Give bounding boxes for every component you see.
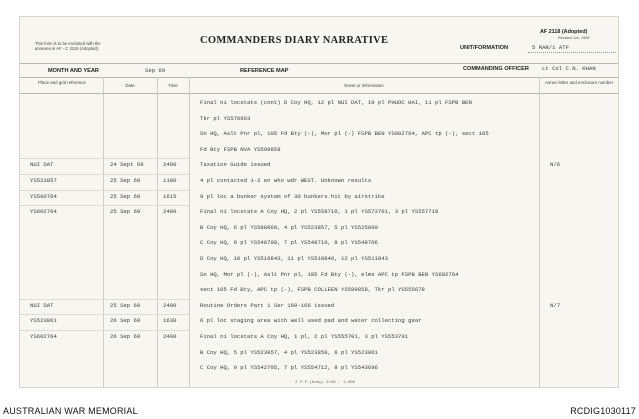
row-rule <box>20 299 189 300</box>
row-event: Fd Bty FSPB NVA YS599858 <box>200 145 281 153</box>
row-place: YS560764 <box>30 192 57 200</box>
col-header-event: Event or information <box>344 83 384 88</box>
archive-footer <box>0 400 639 419</box>
row-date: 26 Sep 69 <box>110 333 141 340</box>
row-event: Taxation Guide issued <box>200 161 271 169</box>
row-date: 25 Sep 69 <box>110 208 141 216</box>
row-time: 1100 <box>163 177 177 184</box>
col-header-annex: Annex letter and enclosure number <box>544 80 614 85</box>
archive-name: AUSTRALIAN WAR MEMORIAL <box>3 406 138 416</box>
month-year-value: Sep 69 <box>145 67 166 74</box>
row-event: 4 pl contacted 1-2 en who wdr WEST. Unknown results <box>200 177 372 184</box>
col-divider-4 <box>539 77 540 388</box>
row-event: C Coy HQ, 9 pl YS548708, 7 pl YS548710, 8 pl YS548706 <box>200 239 378 247</box>
form-number: AF 2118 (Adopted) <box>540 29 588 35</box>
row-rule <box>20 190 189 191</box>
row-place: NUI DAT <box>30 301 54 309</box>
row-time: 1615 <box>163 192 177 200</box>
commanding-officer-value: Lt Col C.N. KHAN <box>542 65 596 72</box>
row-time: 2400 <box>163 161 177 169</box>
page-title: COMMANDERS DIARY NARRATIVE <box>200 35 389 46</box>
col-header-date: Date <box>125 83 135 88</box>
row-event: 9 pl loc a bunker system of 30 bunkers hit by airstrike <box>200 192 385 200</box>
commanding-officer-label: COMMANDING OFFICER <box>463 66 529 72</box>
row-date: 25 Sep 69 <box>110 177 141 184</box>
unit-underline <box>528 52 616 53</box>
reference-map-label: REFERENCE MAP <box>240 68 289 74</box>
row-event: Sn HQ, Mor pl (-), Aslt Pnr pl, 105 Fd Bty (-), elms APC tp FSPB BEN YS602764 <box>200 270 459 278</box>
header-rule-bottom <box>20 93 619 94</box>
row-event: C Coy HQ, 9 pl YS542705, 7 pl YS554712, 8 pl YS543696 <box>200 364 378 372</box>
row-event: sect 105 Fd Bty, APC tp (-), FSPB COLLEEN YS599858, Tkr pl YS555678 <box>200 286 425 294</box>
row-time: 2400 <box>163 208 177 216</box>
row-event: Final ni locstats A Coy HQ, 2 pl YS558710, 1 pl YS573701, 3 pl YS557718 <box>200 208 439 216</box>
row-annex: N/6 <box>550 161 561 169</box>
row-rule <box>20 158 189 159</box>
row-rule <box>20 205 189 206</box>
row-rule <box>20 330 189 331</box>
row-event: Tkr pl YS576663 <box>200 114 251 122</box>
enclosure-note <box>35 41 101 51</box>
header-rule-top <box>20 63 619 64</box>
month-year-label: MONTH AND YEAR <box>48 68 99 74</box>
row-date: 26 Sep 69 <box>110 317 141 325</box>
header-rule-mid <box>20 77 619 78</box>
row-place: YS602764 <box>30 333 57 340</box>
row-annex: N/7 <box>550 301 561 309</box>
row-place: YS523857 <box>30 177 57 184</box>
row-event: B Coy HQ, 5 pl YS523857, 4 pl YS523858, 6 pl YS523861 <box>200 348 378 356</box>
diary-sheet <box>19 16 619 388</box>
unit-formation-value: 5 RAR/1 ATF <box>532 44 569 51</box>
row-time: 2400 <box>163 333 177 340</box>
row-event: D Coy HQ, 10 pl YS516843, 11 pl YS518846, 12 pl YS511843 <box>200 255 388 262</box>
row-place: YS523861 <box>30 317 57 325</box>
row-event: Routine Orders Part 1 Ser 160-166 issued <box>200 301 335 309</box>
col-divider-3 <box>189 77 190 388</box>
row-time: 2400 <box>163 301 177 309</box>
row-date: 25 Sep 69 <box>110 192 141 200</box>
row-time: 1630 <box>163 317 177 325</box>
row-date: 25 Sep 69 <box>110 301 141 309</box>
row-event: Final ni locstats (cont) D Coy HQ, 12 pl NUI DAT, 10 pl PHUOC HAI, 11 pl FSPB BEN <box>200 99 472 106</box>
archive-reference: RCDIG1030117 <box>570 406 636 416</box>
row-rule <box>20 314 189 315</box>
row-place: NUI DAT <box>30 161 54 169</box>
row-event: 6 pl loc staging area with well used pad and water collecting gear <box>200 317 422 325</box>
enclosure-note-line2: annexes in AF - C 2119 (Adopted). <box>35 46 100 51</box>
col-header-place: Place and grid reference <box>38 80 86 85</box>
row-event: Sn HQ, Aslt Pnr pl, 105 Fd Bty (-), Mor pl (-) FSPB BEN YS602764, APC tp (-), sect 105 <box>200 130 489 138</box>
row-date: 24 Sept 69 <box>110 161 144 169</box>
col-header-time: Time <box>168 83 178 88</box>
col-divider-1 <box>103 77 104 388</box>
unit-formation-label: UNIT/FORMATION <box>460 45 509 51</box>
col-divider-2 <box>157 77 158 388</box>
form-revised: Revised Jun, 1965 <box>558 36 590 40</box>
row-place: YS602764 <box>30 208 57 216</box>
row-event: Final ni locstats A Coy HQ, 1 pl, 2 pl YS555701, 3 pl YS553701 <box>200 333 409 340</box>
row-rule <box>20 174 189 175</box>
print-stamp: 2 P.P.(Army) 9/69 - 1,000 <box>295 381 356 385</box>
enclosure-note-line1: This form is to be enclosed with the <box>35 41 101 46</box>
row-event: B Coy HQ, 6 pl YS588860, 4 pl YS523857, 5 pl YS525860 <box>200 223 378 231</box>
